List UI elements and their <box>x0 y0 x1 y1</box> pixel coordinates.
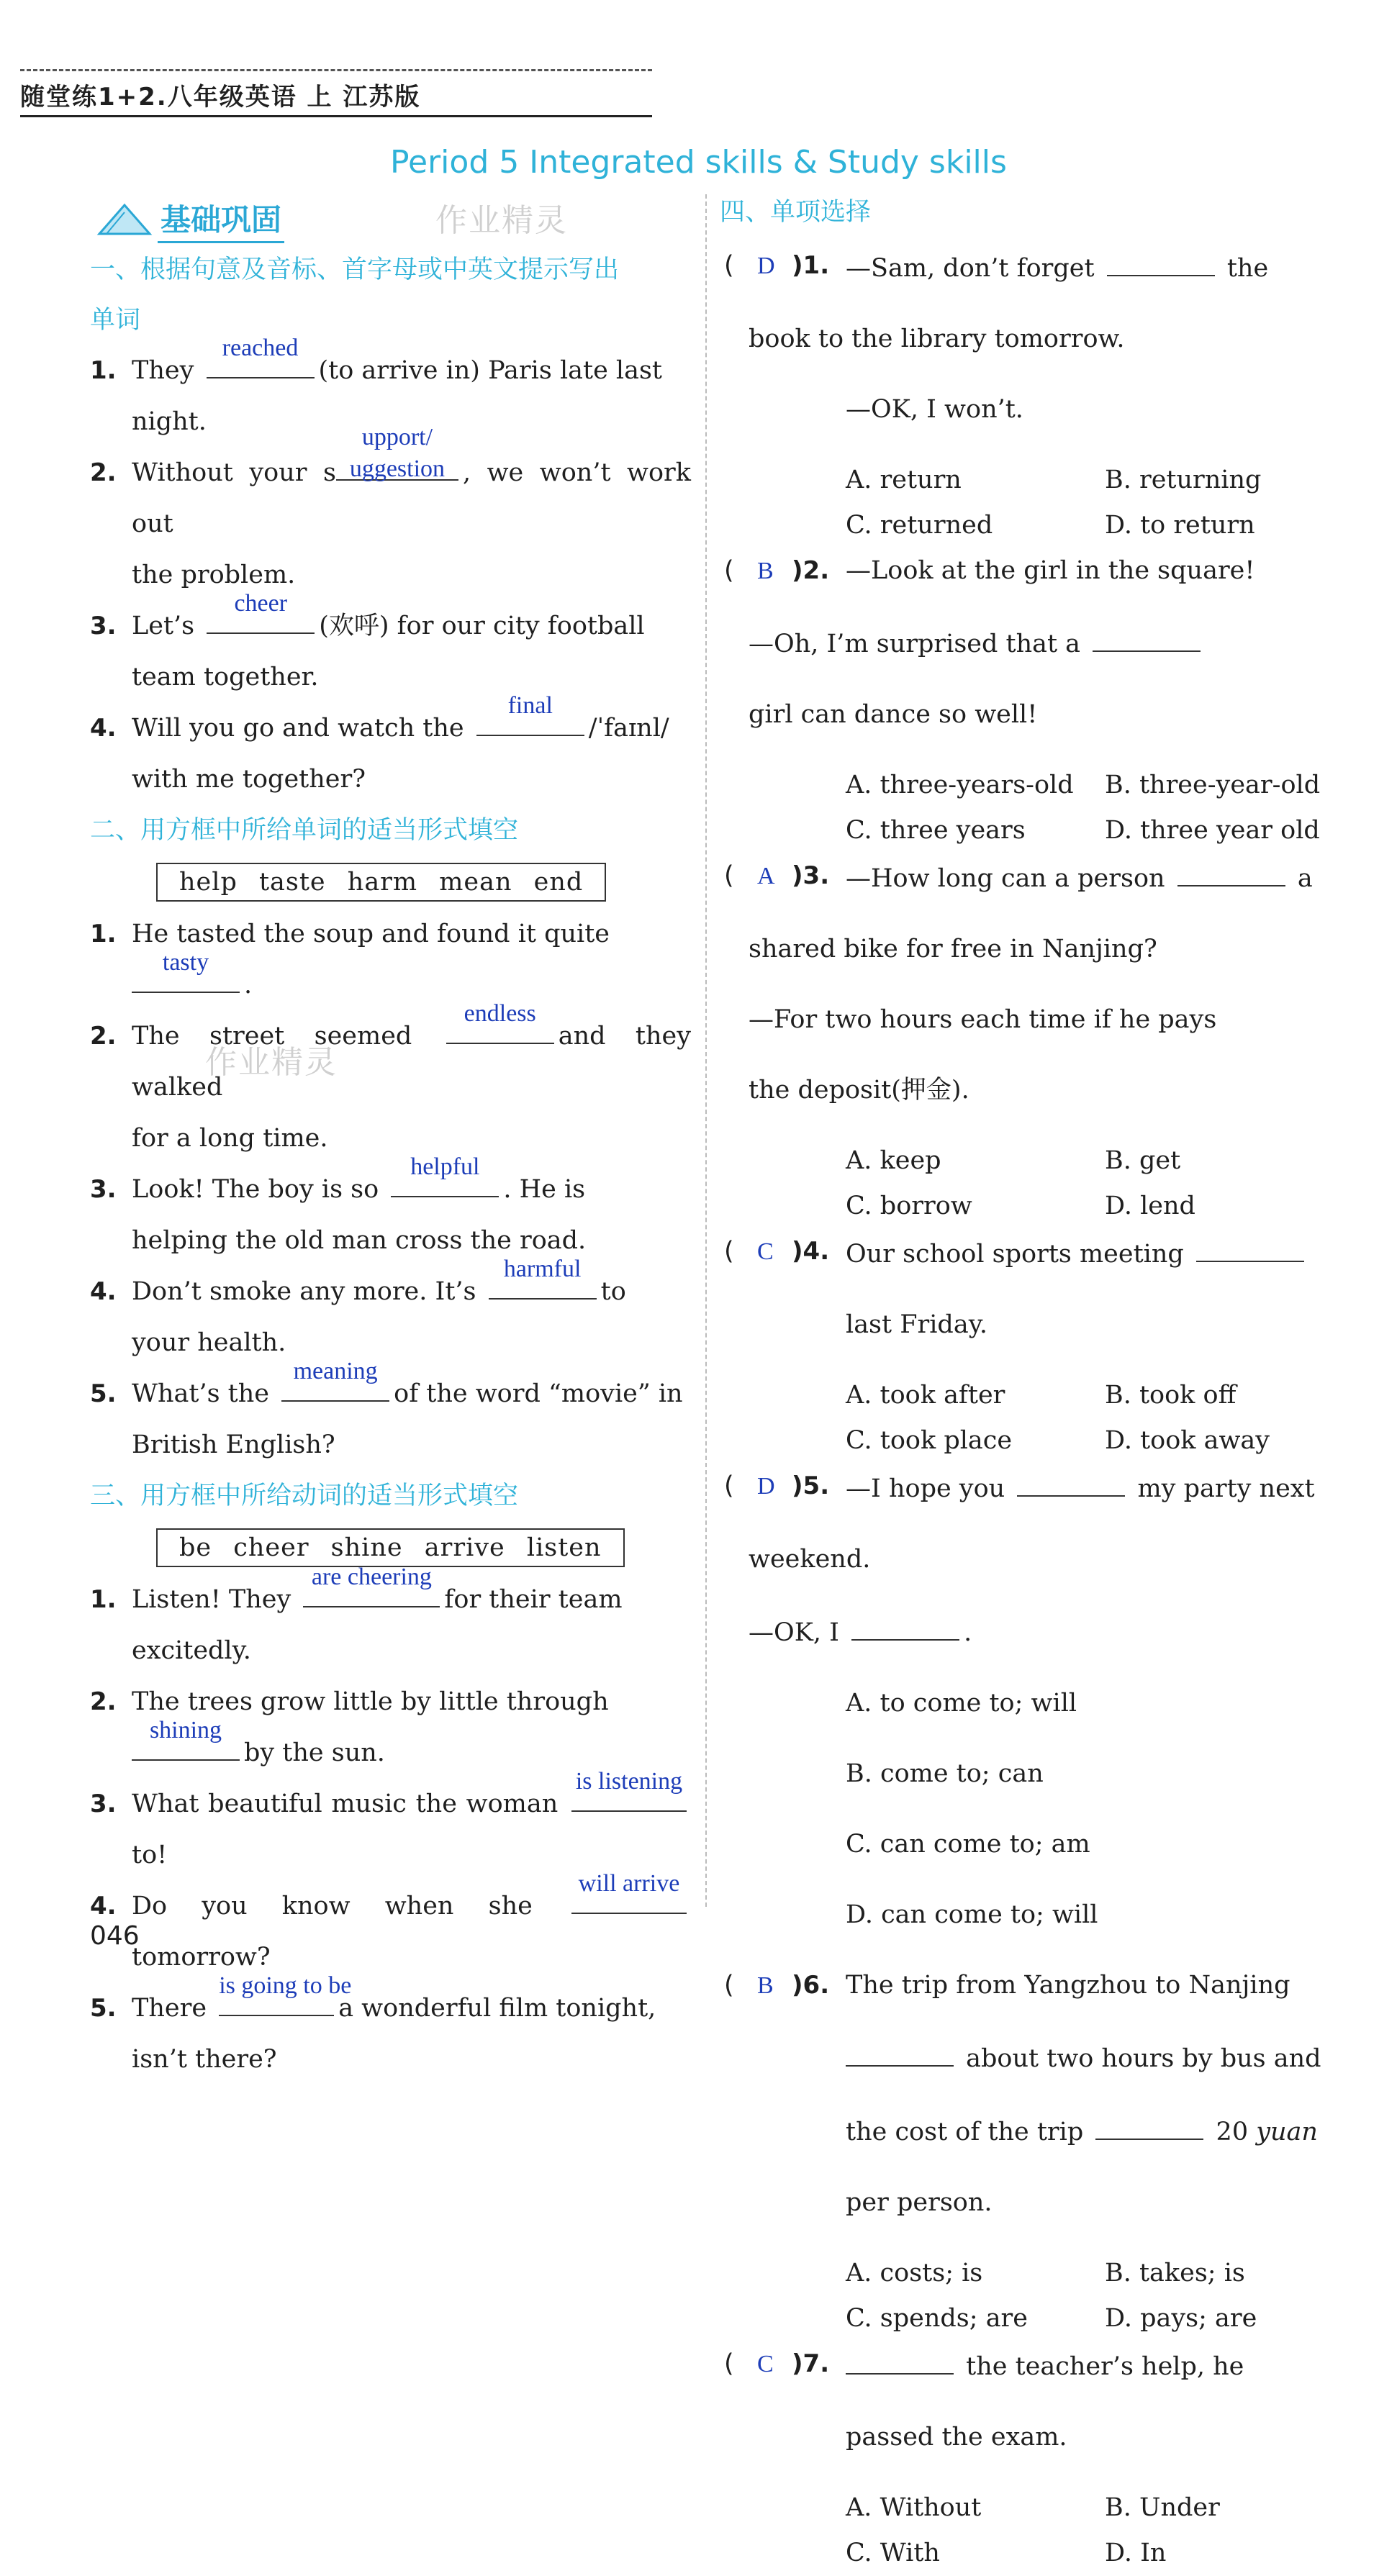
answer-blank[interactable]: meaning <box>281 1369 389 1402</box>
mc-text: the cost of the trip 20 yuan <box>720 2107 1324 2155</box>
option-b[interactable]: B. three-year-old <box>1105 771 1321 799</box>
mc-text: —Oh, I’m surprised that a <box>720 619 1324 667</box>
answer-blank[interactable] <box>846 2341 954 2375</box>
option-c[interactable]: C. can come to; am <box>846 1830 1090 1859</box>
s3-question-1: 1. Listen! They are cheering for their team excitedly. <box>90 1564 623 1665</box>
badge-text: 基础巩固 <box>158 196 284 243</box>
mc-options <box>720 763 1324 853</box>
watermark: 作业精灵 <box>435 202 568 239</box>
option-d[interactable]: D. three year old <box>1105 816 1320 845</box>
option-b[interactable]: B. get <box>1105 1146 1181 1175</box>
s2-question-3: 3. Look! The boy is so helpful . He is helping the old man cross the road. <box>90 1153 587 1255</box>
s2-question-4: 4. Don’t smoke any more. It’s harmful to your health. <box>90 1256 626 1357</box>
mc-options <box>720 2251 1324 2341</box>
s1-question-4: 4. Will you go and watch the final /ˈfaɪnl/ with me together? <box>90 692 669 794</box>
answer-blank[interactable]: cheer <box>207 601 315 634</box>
mc-text: —For two hours each time if he pays <box>749 1005 1217 1034</box>
answer-blank[interactable]: tasty <box>132 960 240 993</box>
answer-blank[interactable] <box>1093 619 1201 652</box>
option-c[interactable]: C. took place <box>846 1426 1013 1455</box>
section4-heading: 四、单项选择 <box>720 198 872 227</box>
answer-blank[interactable]: upport/ uggestion <box>336 448 458 481</box>
mc-text: the deposit(押金). <box>749 1076 969 1105</box>
answer-blank[interactable]: helpful <box>391 1164 499 1197</box>
section2-heading: 二、用方框中所给单词的适当形式填空 <box>90 816 519 845</box>
answer-blank[interactable]: harmful <box>489 1266 597 1300</box>
mc-question-6: ( B )6. The trip from Yangzhou to Nanjing <box>724 1971 1290 2000</box>
answer-blank[interactable] <box>1196 1229 1304 1262</box>
answer-blank[interactable]: will arrive <box>571 1881 687 1914</box>
mc-options <box>720 1373 1324 1464</box>
option-a[interactable]: A. took after <box>846 1381 1005 1410</box>
s2-question-2: 2. The street seemed endless and they walked for a long time. <box>90 1000 691 1153</box>
option-a[interactable]: A. costs; is <box>846 2259 983 2287</box>
mc-text: passed the exam. <box>846 2423 1067 2452</box>
option-c[interactable]: C. returned <box>846 511 993 540</box>
s3-question-2: 2. The trees grow little by little through shining by the sun. <box>90 1687 609 1767</box>
mc-question-3: ( A )3. —How long can a person a <box>720 853 1324 902</box>
page-header <box>20 69 652 111</box>
word-box: help taste harm mean end <box>156 863 606 902</box>
option-c[interactable]: C. With <box>846 2539 940 2567</box>
ruler-triangle-icon <box>96 201 153 237</box>
option-a[interactable]: A. Without <box>846 2493 982 2522</box>
s3-question-3: 3. What beautiful music the woman is listening to! <box>90 1779 691 1881</box>
answer-blank[interactable] <box>1095 2107 1203 2140</box>
answer-blank[interactable] <box>1017 1464 1125 1497</box>
option-a[interactable]: A. return <box>846 466 962 494</box>
mc-options <box>720 2485 1324 2576</box>
answer-blank[interactable]: is listening <box>571 1779 687 1812</box>
option-c[interactable]: C. three years <box>846 816 1026 845</box>
page-number: 046 <box>90 1921 140 1951</box>
option-d[interactable]: D. In <box>1105 2539 1167 2567</box>
mc-text: shared bike for free in Nanjing? <box>749 935 1157 963</box>
answer-blank[interactable]: final <box>476 703 584 736</box>
mc-question-2: ( B )2. —Look at the girl in the square! <box>724 556 1255 585</box>
mc-text: last Friday. <box>846 1310 987 1339</box>
option-d[interactable]: D. lend <box>1105 1192 1195 1220</box>
answer-blank[interactable] <box>1177 853 1285 886</box>
answer-blank[interactable]: endless <box>446 1011 554 1044</box>
column-divider <box>705 194 707 1907</box>
section1-heading-cont: 单词 <box>90 306 141 335</box>
page-title: Period 5 Integrated skills & Study skills <box>390 144 1007 181</box>
option-b[interactable]: B. returning <box>1105 466 1262 494</box>
option-b[interactable]: B. Under <box>1105 2493 1220 2522</box>
answer-blank[interactable]: shining <box>132 1728 240 1761</box>
mc-options <box>720 458 1324 548</box>
answer-blank[interactable] <box>851 1607 959 1641</box>
option-d[interactable]: D. to return <box>1105 511 1255 540</box>
header-text: 随堂练1+2.八年级英语 上 江苏版 <box>20 83 421 112</box>
option-c[interactable]: C. borrow <box>846 1192 972 1220</box>
mc-text: about two hours by bus and <box>720 2033 1324 2082</box>
mc-text: weekend. <box>749 1545 871 1574</box>
option-d[interactable]: D. can come to; will <box>846 1900 1098 1929</box>
mc-text: per person. <box>846 2188 993 2217</box>
option-c[interactable]: C. spends; are <box>846 2304 1028 2333</box>
s3-question-5: 5. There is going to be a wonderful film tonight, isn’t there? <box>90 1972 656 2074</box>
mc-options <box>720 1138 1324 1229</box>
section3-heading: 三、用方框中所给动词的适当形式填空 <box>90 1482 519 1510</box>
watermark: 作业精灵 <box>205 1044 338 1081</box>
s1-question-2: 2. Without your s upport/ uggestion , we won’t work out the problem. <box>90 424 691 589</box>
s2-question-1: 1. He tasted the soup and found it quite tasty . <box>90 920 610 999</box>
option-b[interactable]: B. come to; can <box>846 1759 1044 1788</box>
s1-question-1: 1. They reached (to arrive in) Paris late last night. <box>90 335 662 436</box>
option-a[interactable]: A. to come to; will <box>846 1689 1077 1718</box>
verb-box: be cheer shine arrive listen <box>156 1528 625 1567</box>
mc-text: book to the library tomorrow. <box>749 325 1125 353</box>
answer-blank[interactable] <box>846 2033 954 2067</box>
option-d[interactable]: D. took away <box>1105 1426 1270 1455</box>
mc-question-7: ( C )7. the teacher’s help, he <box>720 2341 1324 2390</box>
option-a[interactable]: A. keep <box>846 1146 941 1175</box>
s2-question-5: 5. What’s the meaning of the word “movie” in British English? <box>90 1358 683 1459</box>
s1-question-3: 3. Let’s cheer (欢呼) for our city football team together. <box>90 590 645 691</box>
answer-blank[interactable]: are cheering <box>303 1574 440 1607</box>
answer-blank[interactable] <box>1107 243 1215 276</box>
answer-blank[interactable]: reached <box>207 345 315 378</box>
option-b[interactable]: B. took off <box>1105 1381 1236 1410</box>
s3-question-4: 4. Do you know when she will arrive tomorrow? <box>90 1881 691 1983</box>
option-b[interactable]: B. takes; is <box>1105 2259 1245 2287</box>
section1-heading: 一、根据句意及音标、首字母或中英文提示写出 <box>90 255 620 284</box>
mc-text: —OK, I won’t. <box>846 395 1023 424</box>
mc-text: —OK, I . <box>720 1607 1324 1656</box>
left-column <box>90 194 691 2085</box>
mc-question-1: ( D )1. —Sam, don’t forget the <box>720 243 1324 291</box>
mc-text: girl can dance so well! <box>749 700 1038 729</box>
right-column <box>720 194 1324 2576</box>
section-badge <box>96 194 691 245</box>
mc-question-5: ( D )5. —I hope you my party next <box>720 1464 1324 1512</box>
option-a[interactable]: A. three-years-old <box>846 771 1074 799</box>
option-d[interactable]: D. pays; are <box>1105 2304 1257 2333</box>
answer-blank[interactable]: is going to be <box>219 1983 334 2016</box>
mc-question-4: ( C )4. Our school sports meeting <box>720 1229 1324 1277</box>
